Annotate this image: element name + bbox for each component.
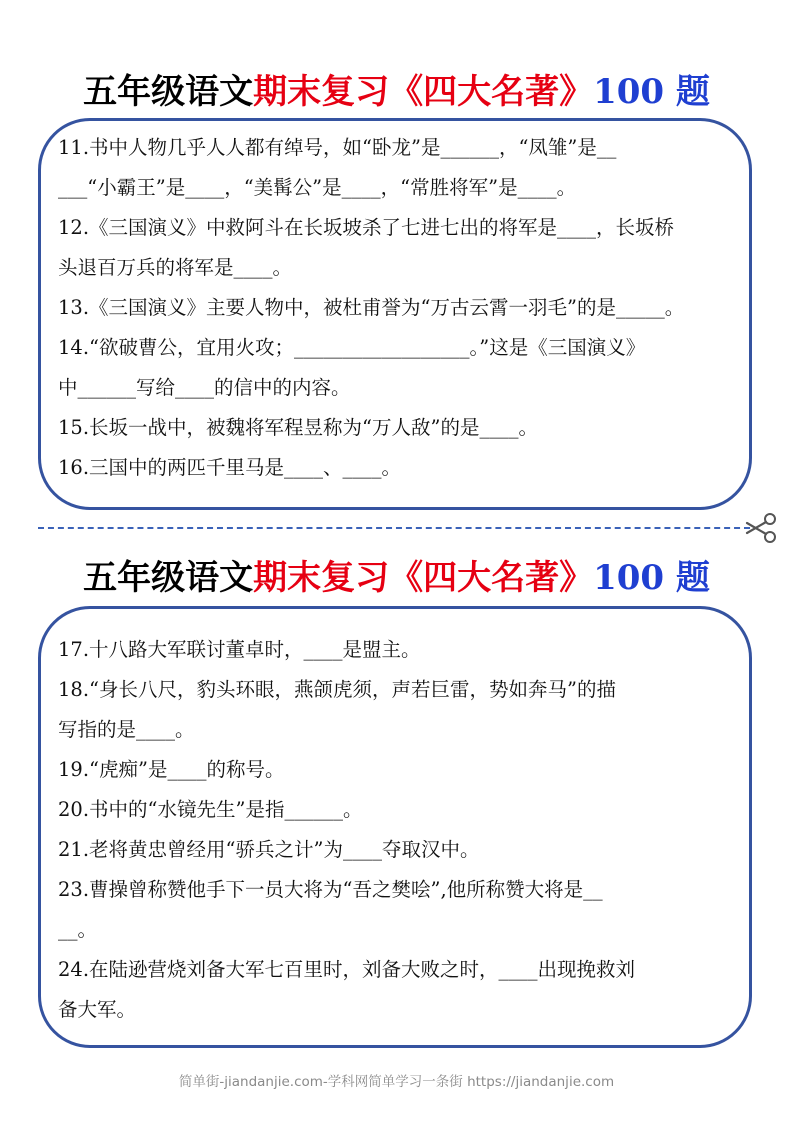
question-line: 23.曹操曾称赞他手下一员大将为“吾之樊哙”,他所称赞大将是__ xyxy=(58,878,603,901)
title-part-count: 100 题 xyxy=(593,72,710,112)
question-line: 17.十八路大军联讨董卓时，____是盟主。 xyxy=(58,638,421,661)
question-line: 15.长坂一战中，被魏将军程昱称为“万人敌”的是____。 xyxy=(58,416,538,439)
question-line: 14.“欲破曹公，宜用火攻；__________________。”这是《三国演义》 xyxy=(58,336,646,359)
question-line: 备大军。 xyxy=(58,998,137,1021)
question-line: 中______写给____的信中的内容。 xyxy=(58,376,351,399)
title-part-count: 100 题 xyxy=(593,558,710,598)
cut-line-divider xyxy=(38,527,750,529)
scissors-icon xyxy=(745,512,779,544)
question-line: 19.“虎痴”是____的称号。 xyxy=(58,758,285,781)
question-line: 写指的是____。 xyxy=(58,718,195,741)
question-line: 21.老将黄忠曾经用“骄兵之计”为____夺取汉中。 xyxy=(58,838,480,861)
question-line: 16.三国中的两匹千里马是____、____。 xyxy=(58,456,402,479)
question-line: __。 xyxy=(58,918,98,941)
question-line: 20.书中的“水镜先生”是指______。 xyxy=(58,798,363,821)
section-1-title xyxy=(0,64,793,113)
question-line: 18.“身长八尺，豹头环眼，燕颌虎须，声若巨雷，势如奔马”的描 xyxy=(58,678,616,701)
question-line: 12.《三国演义》中救阿斗在长坂坡杀了七进七出的将军是____，长坂桥 xyxy=(58,216,675,239)
page-footer: 简单街-jiandanjie.com-学科网简单学习一条街 https://jiandanjie.com xyxy=(178,1074,615,1090)
title-part-review: 期末复习《四大名著》 xyxy=(253,558,594,598)
section-2-title xyxy=(0,550,793,599)
title-part-grade: 五年级语文 xyxy=(83,558,254,598)
question-line: 13.《三国演义》主要人物中，被杜甫誉为“万古云霄一羽毛”的是_____。 xyxy=(58,296,685,319)
question-line: 11.书中人物几乎人人都有绰号，如“卧龙”是______，“凤雏”是__ xyxy=(58,136,617,159)
title-part-review: 期末复习《四大名著》 xyxy=(253,72,594,112)
question-line: ___“小霸王”是____，“美髯公”是____，“常胜将军”是____。 xyxy=(58,176,577,199)
title-part-grade: 五年级语文 xyxy=(83,72,254,112)
question-line: 头退百万兵的将军是____。 xyxy=(58,256,293,279)
question-line: 24.在陆逊营烧刘备大军七百里时，刘备大败之时，____出现挽救刘 xyxy=(58,958,636,981)
